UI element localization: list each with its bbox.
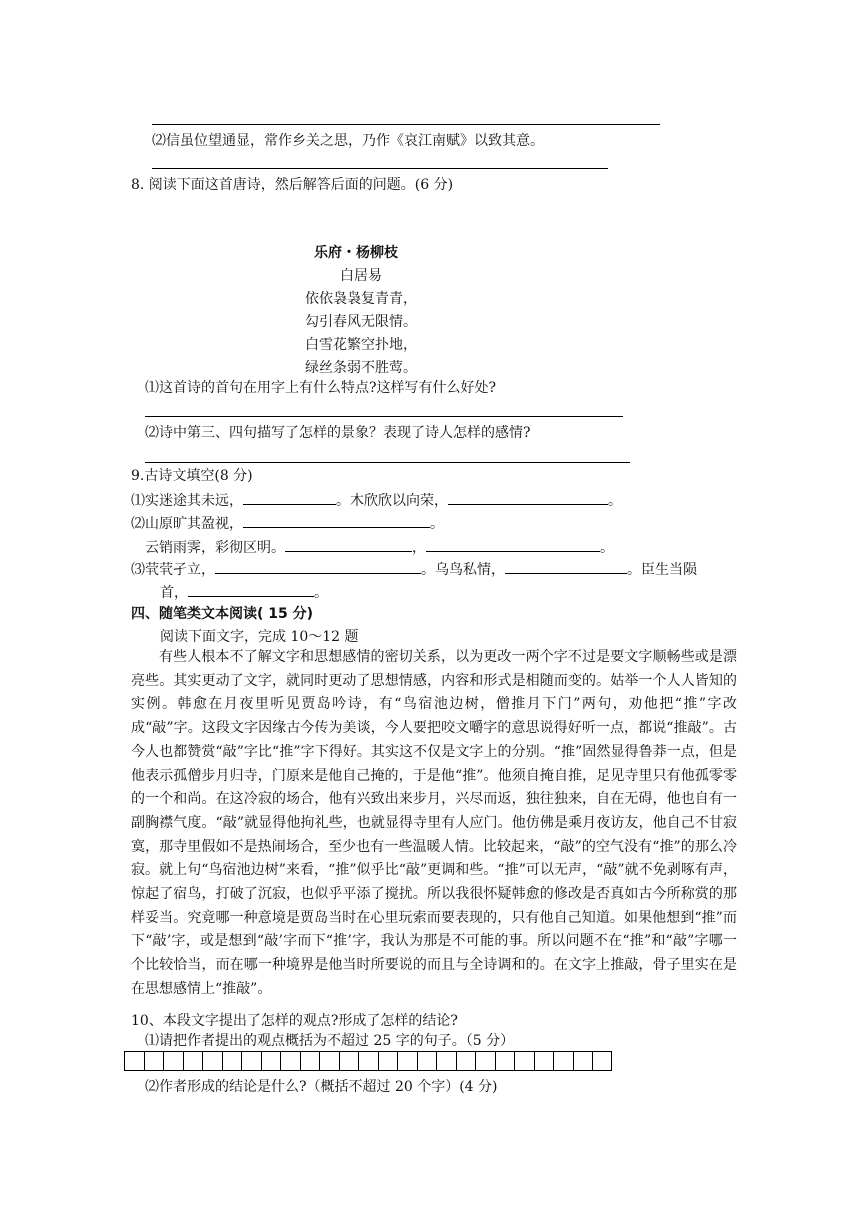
- grid-cell[interactable]: [436, 1051, 456, 1071]
- grid-cell[interactable]: [280, 1051, 300, 1071]
- blank-field[interactable]: [215, 559, 421, 574]
- blank-field[interactable]: [188, 582, 314, 597]
- q8-sub1: ⑴这首诗的首句在用字上有什么特点?这样写有什么好处?: [145, 380, 497, 396]
- reading-instruction: 阅读下面文字，完成 10～12 题: [160, 629, 359, 645]
- blank-field[interactable]: [448, 490, 608, 505]
- answer-line: [152, 168, 608, 169]
- grid-cell[interactable]: [202, 1051, 222, 1071]
- grid-cell[interactable]: [222, 1051, 242, 1071]
- grid-cell[interactable]: [378, 1051, 398, 1071]
- grid-cell[interactable]: [358, 1051, 378, 1071]
- q10-sub1: ⑴请把作者提出的观点概括为不超过 25 字的句子。（5 分）: [145, 1033, 515, 1049]
- grid-cell[interactable]: [163, 1051, 183, 1071]
- poem-author: 白居易: [340, 268, 382, 284]
- grid-cell[interactable]: [397, 1051, 417, 1071]
- poem-title: 乐府・杨柳枝: [314, 245, 398, 261]
- q7-sub2-text: ⑵信虽位望通显，常作乡关之思，乃作《哀江南赋》以致其意。: [152, 133, 544, 149]
- blank-field[interactable]: [426, 537, 600, 552]
- poem-line: 勾引春风无限情。: [305, 314, 417, 330]
- blank-field[interactable]: [243, 490, 336, 505]
- grid-cell[interactable]: [417, 1051, 437, 1071]
- q9-line-4: ⑶茕茕孑立， 。乌鸟私情， 。臣生当陨: [131, 559, 697, 580]
- answer-line: [145, 462, 630, 463]
- blank-field[interactable]: [285, 537, 412, 552]
- q9-line-2: ⑵山原旷其盈视， 。: [131, 513, 444, 534]
- grid-cell[interactable]: [573, 1051, 593, 1071]
- grid-cell[interactable]: [553, 1051, 573, 1071]
- q9-line-5: 首， 。: [160, 582, 328, 603]
- grid-cell[interactable]: [456, 1051, 476, 1071]
- q9-line-3: 云销雨霁，彩彻区明。 ， 。: [145, 537, 614, 558]
- grid-cell[interactable]: [183, 1051, 203, 1071]
- poem-line: 白雪花繁空扑地，: [305, 337, 417, 353]
- grid-cell[interactable]: [144, 1051, 164, 1071]
- grid-cell[interactable]: [241, 1051, 261, 1071]
- grid-cell[interactable]: [339, 1051, 359, 1071]
- section-heading: 四、随笔类文本阅读( 15 分): [131, 606, 314, 622]
- answer-line: [152, 124, 660, 125]
- grid-cell[interactable]: [319, 1051, 339, 1071]
- q10-sub2: ⑵作者形成的结论是什么?（概括不超过 20 个字）(4 分): [145, 1079, 498, 1095]
- grid-cell[interactable]: [495, 1051, 515, 1071]
- reading-passage: 有些人根本不了解文字和思想感情的密切关系，以为更改一两个字不过是要文字顺畅些或是漂亮些。其实更动了文字，就同时更动了思想情感，内容和形式是相随而变的。姑举一个人人皆知的实例。韩愈在月夜里听见贾岛吟诗，有“鸟宿池边树，僧推月下门”两句，劝他把“推”字改成“敲”字。这段文字因缘古今传为美谈，今人要把咬文嚼字的意思说得好听一点，都说“推敲”。古今人也都赞赏“敲”字比“推”字下得好。其实这不仅是文字上的分别。“推”固然显得鲁莽一点，但是他表示孤僧步月归寺，门原来是他自己掩的，于是他“推”。他须自掩自推，足见寺里只有他孤零零的一个和尚。在这冷寂的场合，他有兴致出来步月，兴尽而返，独往独来，自在无碍，他也自有一副胸襟气度。“敲”就显得他拘礼些，也就显得寺里有人应门。他仿佛是乘月夜访友，他自己不甘寂寞，那寺里假如不是热闹场合，至少也有一些温暖人情。比较起来，“敲”的空气没有“推”的那么冷寂。就上句“鸟宿池边树”来看，“推”似乎比“敲”更调和些。“推”可以无声，“敲”就不免剥啄有声，惊起了宿鸟，打破了沉寂，也似乎平添了搅扰。所以我很怀疑韩愈的修改是否真如古今所称赏的那样妥当。究竟哪一种意境是贾岛当时在心里玩索而要表现的，只有他自己知道。如果他想到“推”而下“敲’字，或是想到“敲’字而下“推’字，我认为那是不可能的事。所以问题不在“推”和“敲”字哪一个比较恰当，而在哪一种境界是他当时所要说的而且与全诗调和的。在文字上推敲，骨子里实在是在思想感情上“推敲”。: [131, 649, 737, 997]
- q10-prompt: 10、本段文字提出了怎样的观点?形成了怎样的结论?: [131, 1013, 458, 1029]
- answer-line: [145, 416, 623, 417]
- grid-cell[interactable]: [592, 1051, 612, 1071]
- answer-grid[interactable]: [124, 1051, 612, 1071]
- q8-sub2: ⑵诗中第三、四句描写了怎样的景象？表现了诗人怎样的感情?: [145, 425, 531, 441]
- poem-line: 绿丝条弱不胜莺。: [305, 360, 417, 376]
- poem-line: 依依袅袅复青青，: [305, 291, 417, 307]
- grid-cell[interactable]: [514, 1051, 534, 1071]
- grid-cell[interactable]: [534, 1051, 554, 1071]
- blank-field[interactable]: [243, 513, 430, 528]
- grid-cell[interactable]: [261, 1051, 281, 1071]
- q9-line-1: ⑴实迷途其未远， 。木欣欣以向荣， 。: [131, 490, 622, 511]
- grid-cell[interactable]: [475, 1051, 495, 1071]
- q8-prompt: 8. 阅读下面这首唐诗，然后解答后面的问题。(6 分): [131, 177, 454, 193]
- q9-prompt: 9.古诗文填空(8 分): [131, 468, 253, 484]
- grid-cell[interactable]: [300, 1051, 320, 1071]
- grid-cell[interactable]: [124, 1051, 144, 1071]
- blank-field[interactable]: [505, 559, 627, 574]
